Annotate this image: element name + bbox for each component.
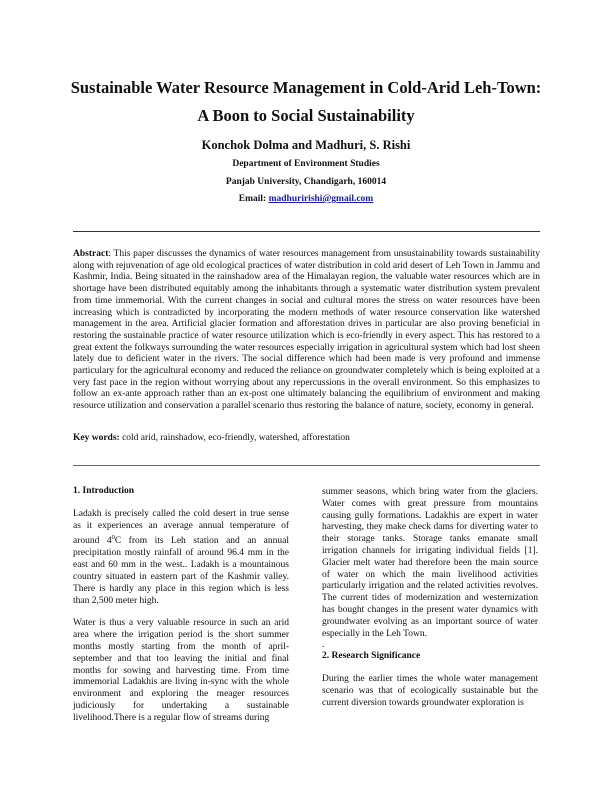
section-divider <box>73 465 540 466</box>
intro-p1-text-a: Ladakh is precisely called the cold desert in true sense as it experiences an average annual temperature of around 4 <box>73 508 289 547</box>
intro-paragraph-2: Water is thus a very valuable resource in such an arid area where the irrigation period is the short summer months mostly starting from the month of april-september and that too leaving the initial and final months for sowing and harvesting time. From time immemorial Ladakhis are living in-sync with the whole environment and exploring the meager resources judiciously for undertaking a sustainable livelihood.There is a regular flow of streams during <box>73 618 289 723</box>
intro-paragraph-1 <box>73 509 289 608</box>
abstract-text: : This paper discusses the dynamics of water resources management from unsustainability towards sustainability along with rejuvenation of age old ecological practices of water distribution in cold arid desert of Leh Town in Jammu and Kashmir, India. Being situated in the rainshadow area of the Himalayan region, the valuable water resources which are in shortage have been distributed equitably among the inhabitants through a systematic water distribution system prevalent from time immemorial. With the current changes in social and cultural mores the stress on water resources have been increasing which is contradicted by incorporating the modern methods of water resource conservation like watershed management in the area. Artificial glacier formation and afforestation drives in particular are also proving beneficial in restoring the sustainable practice of water resource utilization which is eco-friendly in every aspect. This has restored to a great extent the folkways surrounding the water resources especially irrigation in agricultural system which had lost sheen lately due to deficient water in the rivers. The social difference which had been made is very profound and immense particulary for the agricultural economy and reduced the reliance on groundwater completely which is being exploited at a very fast pace in the region without worrying about any repercussions in the overall environment. So this emphasizes to follow an ex-ante approach rather than an ex-post one ultimately balancing the equilibrium of environment and making resource utilization and conservation a parallel scenario thus restoring the balance of nature, society, economy in general. <box>73 249 540 412</box>
keywords-label: Key words: <box>73 433 120 443</box>
right-column <box>322 487 538 721</box>
research-paragraph-1: During the earlier times the whole water management scenario was that of ecologically sustainable but the current diversion towards groundwater exploration is <box>322 674 538 708</box>
email-label: Email: <box>238 194 267 204</box>
keywords-text: cold arid, rainshadow, eco-friendly, watershed, afforestation <box>119 433 350 443</box>
degree-superscript: 0 <box>111 534 115 542</box>
left-column <box>73 486 289 736</box>
title-line-1: Sustainable Water Resource Management in Cold-Arid Leh-Town: <box>70 78 542 97</box>
intro-p1-text-b: C from its Leh station and an annual precipitation mostly rainfall of around 96.4 mm in the east and 60 mm in the west.. Ladakh is a mountainous country situated in eastern part of the Kashmir valley. There is hardly any place in this region which is less than 2,500 meter high. <box>73 536 289 606</box>
section-2-heading: 2. Research Significance <box>322 651 421 662</box>
top-divider <box>73 231 540 232</box>
university: Panjab University, Chandigarh, 160014 <box>225 177 387 187</box>
section-1-heading: 1. Introduction <box>73 486 135 496</box>
intro-paragraph-3: summer seasons, which bring water from the glaciers. Water comes with great pressure from mountains causing gully formations. Ladakhis are expert in water harvesting, they make check dams for diverting water to their storage tanks. Storage tanks emanate small irrigation channels for irrigating individual fields [1]. Glacier melt water had therefore been the main source of water on which the main livelihood activities particularly irrigation and the related activities revolves. The current tides of modernization and westernization has bought changes in the present water dynamics with groundwater evolving as an important source of water especially in the Leh Town. <box>322 487 538 639</box>
paper-title <box>40 74 572 130</box>
title-line-2: A Boon to Social Sustainability <box>197 106 415 125</box>
abstract-label: Abstract <box>73 249 109 259</box>
authors: Konchok Dolma and Madhuri, S. Rishi <box>201 138 411 152</box>
keywords <box>73 432 540 444</box>
stray-period: . <box>322 640 325 651</box>
email-link[interactable]: madhuririshi@gmail.com <box>268 194 374 204</box>
email-line <box>40 193 572 205</box>
department: Department of Environment Studies <box>232 159 380 169</box>
abstract <box>73 249 540 413</box>
